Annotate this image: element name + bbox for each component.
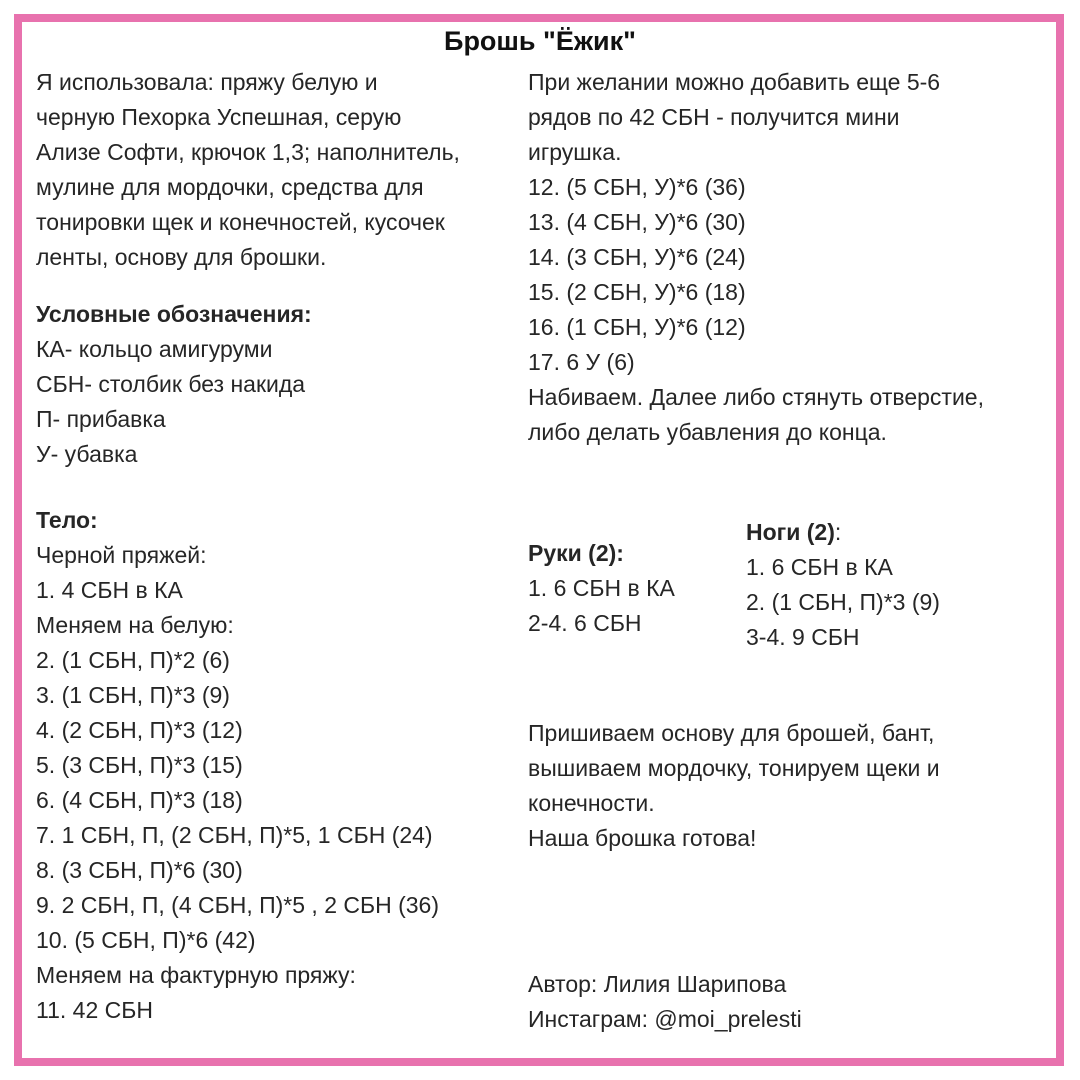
pattern-row: 14. (3 СБН, У)*6 (24) (528, 244, 746, 270)
pattern-row: рядов по 42 СБН - получится мини (528, 104, 900, 130)
legend-item: П- прибавка (36, 406, 166, 432)
pattern-row: 1. 4 СБН в КА (36, 577, 183, 603)
materials-line: ленты, основу для брошки. (36, 244, 327, 270)
finishing-line: Наша брошка готова! (528, 825, 757, 851)
legend-heading: Условные обозначения: (36, 301, 312, 327)
instagram-handle: Инстаграм: @moi_prelesti (528, 1006, 802, 1032)
pattern-row: 17. 6 У (6) (528, 349, 635, 375)
materials-line: Я использовала: пряжу белую и (36, 69, 378, 95)
pattern-row: 11. 42 СБН (36, 997, 153, 1023)
body-pattern-block (36, 503, 439, 1028)
author-credit: Автор: Лилия Шарипова (528, 971, 787, 997)
legs-block (746, 515, 940, 655)
finishing-block (528, 716, 940, 856)
pattern-row: 5. (3 СБН, П)*3 (15) (36, 752, 243, 778)
pattern-row: 3. (1 СБН, П)*3 (9) (36, 682, 230, 708)
pattern-row: 10. (5 СБН, П)*6 (42) (36, 927, 256, 953)
pattern-row: 4. (2 СБН, П)*3 (12) (36, 717, 243, 743)
pattern-row: либо делать убавления до конца. (528, 419, 887, 445)
pattern-row: При желании можно добавить еще 5-6 (528, 69, 941, 95)
continuation-block (528, 65, 984, 450)
legend-item: СБН- столбик без накида (36, 371, 306, 397)
pattern-row: 9. 2 СБН, П, (4 СБН, П)*5 , 2 СБН (36) (36, 892, 439, 918)
legend-block (36, 297, 312, 472)
pattern-row: 6. (4 СБН, П)*3 (18) (36, 787, 243, 813)
body-heading: Тело: (36, 507, 98, 533)
pattern-row: 13. (4 СБН, У)*6 (30) (528, 209, 746, 235)
arms-heading: Руки (2): (528, 540, 624, 566)
materials-block (36, 65, 460, 275)
pattern-row: 2. (1 СБН, П)*2 (6) (36, 647, 230, 673)
finishing-line: Пришиваем основу для брошей, бант, (528, 720, 935, 746)
legend-item: КА- кольцо амигуруми (36, 336, 273, 362)
legend-item: У- убавка (36, 441, 138, 467)
finishing-line: конечности. (528, 790, 655, 816)
pattern-row: 7. 1 СБН, П, (2 СБН, П)*5, 1 СБН (24) (36, 822, 433, 848)
pattern-row: 16. (1 СБН, У)*6 (12) (528, 314, 746, 340)
arms-block (528, 536, 675, 641)
pattern-row: Меняем на фактурную пряжу: (36, 962, 356, 988)
pattern-row: 2. (1 СБН, П)*3 (9) (746, 589, 940, 615)
credits-block (528, 967, 802, 1037)
pattern-row: игрушка. (528, 139, 622, 165)
materials-line: черную Пехорка Успешная, серую (36, 104, 402, 130)
pattern-row: Меняем на белую: (36, 612, 234, 638)
pattern-row: 3-4. 9 СБН (746, 624, 860, 650)
pattern-row: Черной пряжей: (36, 542, 207, 568)
finishing-line: вышиваем мордочку, тонируем щеки и (528, 755, 940, 781)
pattern-row: 15. (2 СБН, У)*6 (18) (528, 279, 746, 305)
pattern-row: 1. 6 СБН в КА (528, 575, 675, 601)
materials-line: тонировки щек и конечностей, кусочек (36, 209, 445, 235)
legs-heading-colon: : (834, 519, 842, 545)
materials-line: мулине для мордочки, средства для (36, 174, 424, 200)
pattern-row: Набиваем. Далее либо стянуть отверстие, (528, 384, 984, 410)
pattern-row: 12. (5 СБН, У)*6 (36) (528, 174, 746, 200)
legs-heading: Ноги (2) (746, 519, 835, 545)
pattern-row: 8. (3 СБН, П)*6 (30) (36, 857, 243, 883)
legs-heading-line (746, 515, 940, 550)
page-title: Брошь "Ёжик" (444, 26, 636, 56)
pattern-row: 1. 6 СБН в КА (746, 554, 893, 580)
materials-line: Ализе Софти, крючок 1,3; наполнитель, (36, 139, 460, 165)
pattern-row: 2-4. 6 СБН (528, 610, 642, 636)
